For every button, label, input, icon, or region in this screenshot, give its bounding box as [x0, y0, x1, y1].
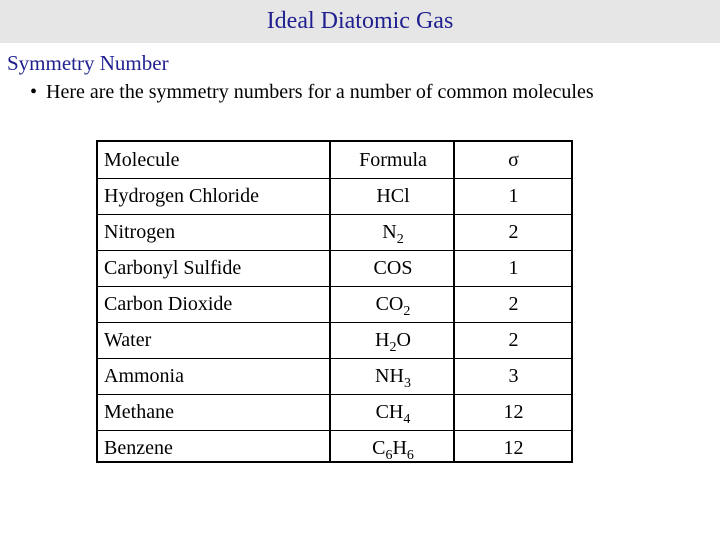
formula-text: O	[396, 329, 411, 351]
formula-cell	[332, 178, 454, 214]
table-row	[98, 394, 571, 430]
formula-cell	[332, 358, 454, 394]
sigma-cell: 2	[508, 329, 519, 351]
formula-subscript: 2	[389, 340, 397, 355]
sigma-cell: 2	[508, 293, 519, 315]
table-row	[98, 178, 571, 214]
molecule-cell: Water	[104, 329, 152, 351]
table-row	[98, 322, 571, 358]
molecule-cell: Carbonyl Sulfide	[104, 257, 242, 279]
molecule-cell: Nitrogen	[104, 221, 176, 243]
formula-cell	[332, 286, 454, 322]
table-row	[98, 250, 571, 286]
table-row	[98, 430, 571, 466]
molecule-cell: Benzene	[104, 437, 173, 459]
slide-title: Ideal Diatomic Gas	[266, 8, 454, 34]
formula-text: HCl	[376, 185, 410, 207]
bullet-point	[30, 79, 594, 105]
formula-cell	[332, 250, 454, 286]
molecule-cell: Methane	[104, 401, 174, 423]
formula-subscript: 4	[403, 412, 411, 427]
formula-text: N	[382, 221, 397, 243]
sigma-cell: 1	[508, 257, 519, 279]
formula-text: NH	[375, 365, 404, 387]
formula-text: C	[372, 437, 386, 459]
molecule-cell: Hydrogen Chloride	[104, 185, 259, 207]
bullet-text: Here are the symmetry numbers for a number of common molecules	[46, 81, 594, 103]
formula-cell	[332, 394, 454, 430]
formula-text: H	[375, 329, 390, 351]
formula-subscript: 6	[385, 448, 393, 463]
formula-subscript: 6	[406, 448, 414, 463]
table-row	[98, 214, 571, 250]
bullet-icon: •	[30, 81, 38, 103]
header-formula: Formula	[359, 149, 427, 171]
molecule-cell: Ammonia	[104, 365, 184, 387]
table-row	[98, 286, 571, 322]
formula-cell	[332, 214, 454, 250]
molecule-cell: Carbon Dioxide	[104, 293, 233, 315]
table-row	[98, 358, 571, 394]
formula-subscript: 3	[403, 376, 411, 391]
formula-text: H	[392, 437, 407, 459]
header-molecule: Molecule	[104, 149, 180, 171]
formula-subscript: 2	[403, 304, 411, 319]
formula-cell	[332, 322, 454, 358]
formula-text: COS	[373, 257, 413, 279]
section-heading: Symmetry Number	[7, 51, 169, 75]
sigma-cell: 2	[508, 221, 519, 243]
formula-text: CH	[375, 401, 404, 423]
header-sigma: σ	[508, 149, 519, 171]
table-header-row	[98, 142, 571, 178]
symmetry-table	[96, 140, 573, 463]
title-bar	[0, 0, 720, 43]
sigma-cell: 12	[503, 437, 524, 459]
sigma-cell: 1	[508, 185, 519, 207]
formula-cell	[332, 430, 454, 466]
sigma-cell: 3	[508, 365, 519, 387]
sigma-cell: 12	[503, 401, 524, 423]
formula-text: CO	[375, 293, 404, 315]
formula-subscript: 2	[396, 232, 404, 247]
